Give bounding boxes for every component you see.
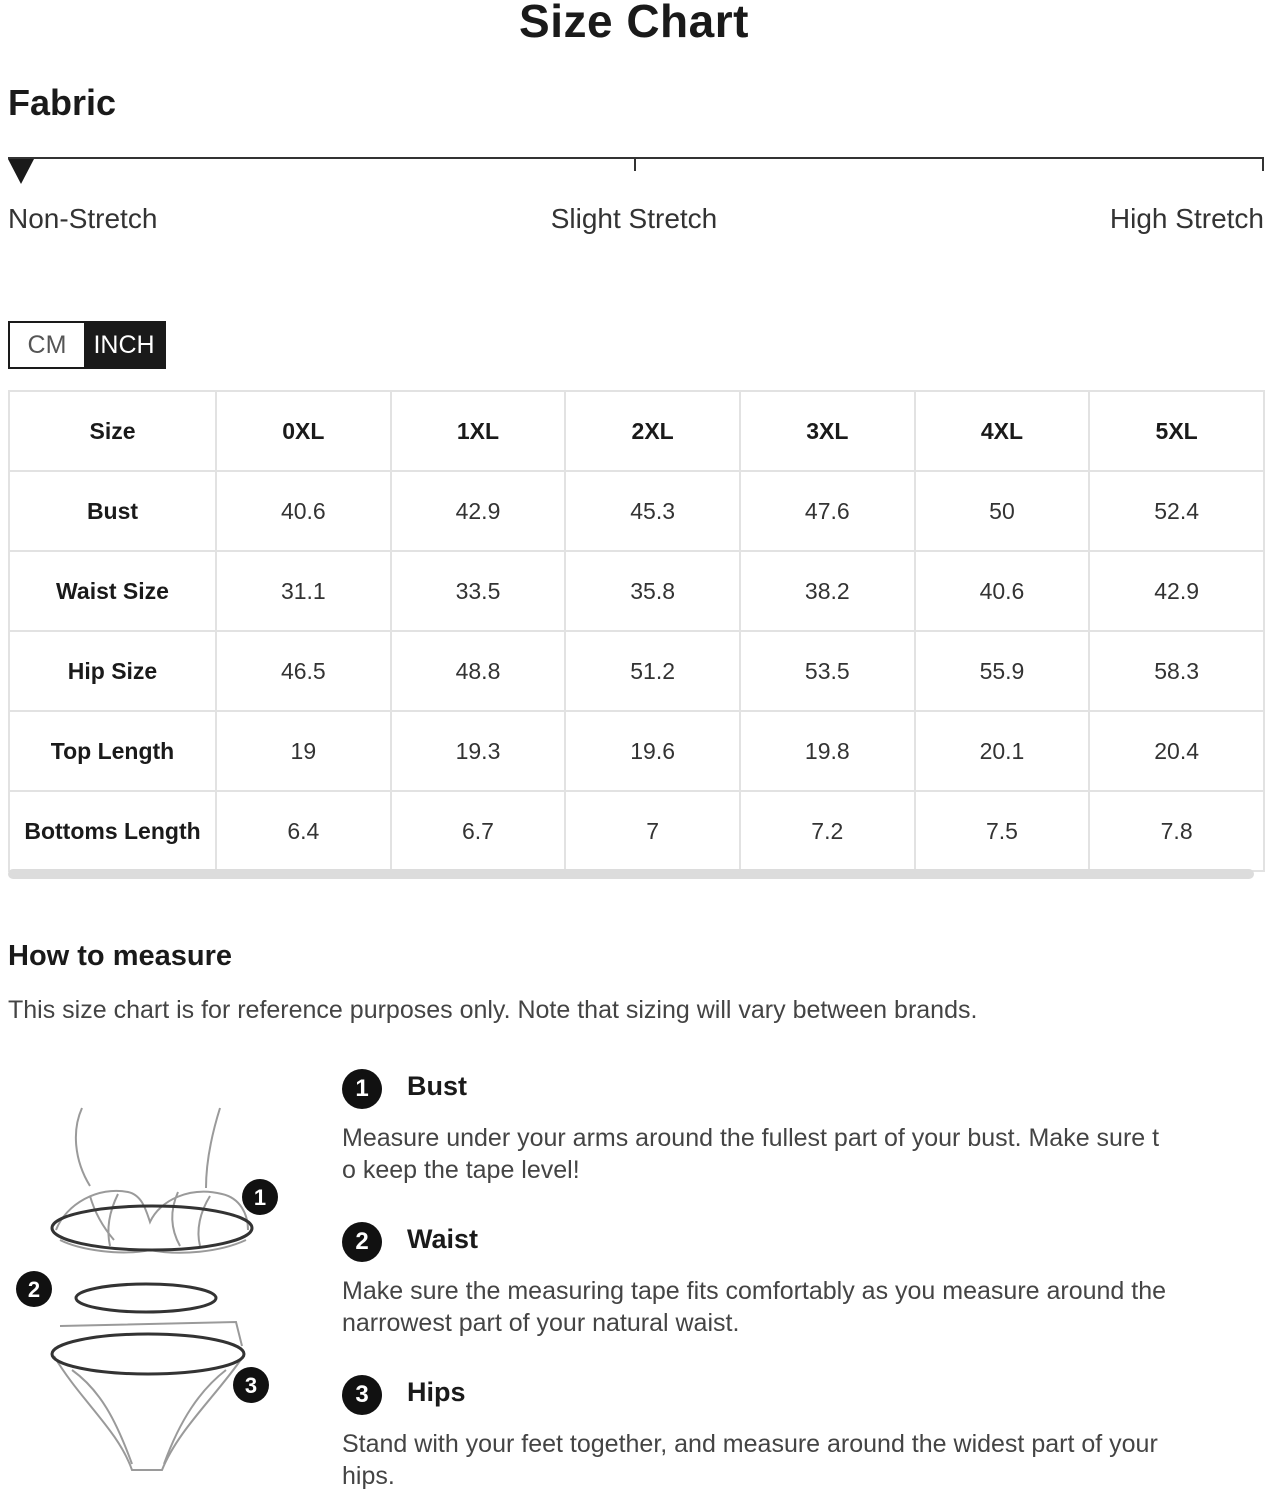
table-cell: 6.7 bbox=[391, 791, 566, 871]
step-description: Measure under your arms around the fullest part of your bust. Make sure to keep the tape level! bbox=[342, 1124, 1160, 1184]
table-cell: 7 bbox=[565, 791, 740, 871]
table-cell: 51.2 bbox=[565, 631, 740, 711]
table-cell: 6.4 bbox=[216, 791, 391, 871]
stretch-scale-line bbox=[8, 157, 1264, 159]
table-row bbox=[9, 551, 1264, 631]
page-title: Size Chart bbox=[519, 0, 749, 47]
stretch-label-high: High Stretch bbox=[1109, 203, 1264, 234]
table-header-cell: 3XL bbox=[740, 391, 915, 471]
step-title: Bust bbox=[407, 1071, 467, 1101]
step-description: Make sure the measuring tape fits comfortably as you measure around the narrowest part of your natural waist. bbox=[342, 1277, 1167, 1337]
table-cell: 20.4 bbox=[1089, 711, 1264, 791]
table-cell: 45.3 bbox=[565, 471, 740, 551]
waist-tape-icon bbox=[76, 1284, 216, 1312]
table-cell: 31.1 bbox=[216, 551, 391, 631]
stretch-label-non: Non-Stretch bbox=[8, 203, 158, 234]
table-cell: 7.2 bbox=[740, 791, 915, 871]
table-row bbox=[9, 791, 1264, 871]
table-cell: 19.6 bbox=[565, 711, 740, 791]
table-row bbox=[9, 471, 1264, 551]
table-cell: 53.5 bbox=[740, 631, 915, 711]
stretch-scale-tick-mid bbox=[634, 157, 636, 171]
step-title: Waist bbox=[407, 1224, 479, 1254]
table-cell: 20.1 bbox=[915, 711, 1090, 791]
table-cell: 50 bbox=[915, 471, 1090, 551]
table-cell: 38.2 bbox=[740, 551, 915, 631]
table-header-cell: Size bbox=[9, 391, 216, 471]
diagram-marker-2 bbox=[16, 1271, 52, 1307]
unit-toggle bbox=[8, 321, 166, 369]
row-label: Bust bbox=[9, 471, 216, 551]
step-number-badge: 2 bbox=[342, 1222, 382, 1262]
unit-cm-button[interactable]: CM bbox=[10, 323, 84, 367]
diagram-marker-label: 3 bbox=[244, 1373, 258, 1398]
row-label: Bottoms Length bbox=[9, 791, 216, 871]
hip-tape-icon bbox=[52, 1334, 244, 1374]
bust-tape-icon bbox=[52, 1206, 252, 1250]
table-cell: 55.9 bbox=[915, 631, 1090, 711]
table-header-cell: 0XL bbox=[216, 391, 391, 471]
table-cell: 42.9 bbox=[1089, 551, 1264, 631]
table-header-cell: 1XL bbox=[391, 391, 566, 471]
table-cell: 42.9 bbox=[391, 471, 566, 551]
table-horizontal-scrollbar[interactable] bbox=[8, 869, 1254, 879]
row-label: Top Length bbox=[9, 711, 216, 791]
table-cell: 7.8 bbox=[1089, 791, 1264, 871]
bra-outline-icon bbox=[56, 1108, 248, 1253]
step-number-badge: 3 bbox=[342, 1375, 382, 1415]
step-description: Stand with your feet together, and measure around the widest part of your hips. bbox=[342, 1430, 1158, 1490]
stretch-scale-tick-end bbox=[1262, 157, 1264, 171]
table-cell: 19.3 bbox=[391, 711, 566, 791]
reference-note: This size chart is for reference purposes only. Note that sizing will vary between brands. bbox=[8, 996, 978, 1024]
table-header-cell: 4XL bbox=[915, 391, 1090, 471]
body-measurement-diagram bbox=[10, 1100, 300, 1480]
table-cell: 35.8 bbox=[565, 551, 740, 631]
diagram-marker-label: 2 bbox=[27, 1277, 41, 1302]
table-cell: 19 bbox=[216, 711, 391, 791]
fabric-heading: Fabric bbox=[8, 82, 117, 123]
step-number-badge: 1 bbox=[342, 1069, 382, 1109]
stretch-label-slight: Slight Stretch bbox=[550, 203, 718, 234]
unit-inch-button[interactable]: INCH bbox=[84, 323, 164, 367]
diagram-marker-1 bbox=[242, 1179, 278, 1215]
stretch-marker-icon bbox=[8, 159, 34, 184]
measure-step-hips bbox=[342, 1375, 1182, 1497]
how-to-measure-heading: How to measure bbox=[8, 940, 232, 972]
table-cell: 7.5 bbox=[915, 791, 1090, 871]
row-label: Hip Size bbox=[9, 631, 216, 711]
table-row bbox=[9, 711, 1264, 791]
panty-outline-icon bbox=[54, 1322, 242, 1470]
table-cell: 46.5 bbox=[216, 631, 391, 711]
table-header-cell: 2XL bbox=[565, 391, 740, 471]
table-row bbox=[9, 631, 1264, 711]
row-label: Waist Size bbox=[9, 551, 216, 631]
table-cell: 40.6 bbox=[915, 551, 1090, 631]
table-cell: 48.8 bbox=[391, 631, 566, 711]
step-title: Hips bbox=[407, 1377, 466, 1407]
table-cell: 33.5 bbox=[391, 551, 566, 631]
diagram-marker-label: 1 bbox=[253, 1185, 267, 1210]
size-table bbox=[8, 390, 1265, 872]
table-cell: 58.3 bbox=[1089, 631, 1264, 711]
measure-step-waist bbox=[342, 1222, 1182, 1352]
table-cell: 47.6 bbox=[740, 471, 915, 551]
table-cell: 19.8 bbox=[740, 711, 915, 791]
table-cell: 40.6 bbox=[216, 471, 391, 551]
table-cell: 52.4 bbox=[1089, 471, 1264, 551]
measure-step-bust bbox=[342, 1069, 1182, 1199]
diagram-marker-3 bbox=[233, 1367, 269, 1403]
table-header-row bbox=[9, 391, 1264, 471]
table-header-cell: 5XL bbox=[1089, 391, 1264, 471]
